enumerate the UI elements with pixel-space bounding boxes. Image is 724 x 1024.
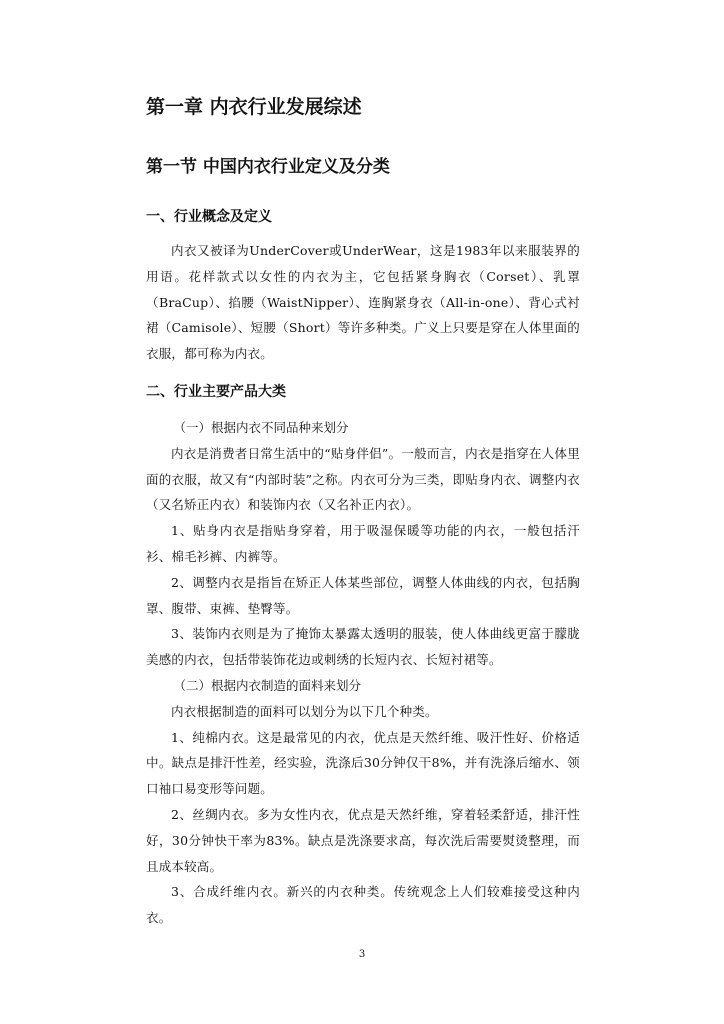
paragraph-synthetic: 3、合成纤维内衣。新兴的内衣种类。传统观念上人们较难接受这种内衣。 [146,884,580,926]
paragraph-fabric-intro: 内衣根据制造的面料可以划分为以下几个种类。 [171,703,438,719]
subsection-title-products: 二、行业主要产品大类 [146,383,286,400]
category-title-by-fabric: （二）根据内衣制造的面料来划分 [173,677,362,693]
paragraph-definition: 内衣又被译为UnderCover或UnderWear，这是1983年以来服装界的用语。花样款式以女性的内衣为主，它包括紧身胸衣（Corset）、乳罩（BraCup）、掐腰（WaistNipper）、连胸紧身衣（All-in-one）、背心式衬裙（Camisole）、短腰（Short）等许多种类。广义上只要是穿在人体里面的衣服，都可称为内衣。 [146,243,580,362]
page-number: 3 [358,949,366,960]
chapter-title: 第一章 内衣行业发展综述 [146,96,362,118]
paragraph-decorative-underwear: 3、装饰内衣则是为了掩饰太暴露太透明的服装，使人体曲线更富于朦胧美感的内衣，包括带装饰花边或刺绣的长短内衣、长短衬裙等。 [146,626,580,668]
section-title: 第一节 中国内衣行业定义及分类 [146,157,390,177]
paragraph-underwear-intro: 内衣是消费者日常生活中的“贴身伴侣”。一般而言，内衣是指穿在人体里面的衣服，故又有“内部时装”之称。内衣可分为三类，即贴身内衣、调整内衣（又名矫正内衣）和装饰内衣（又名补正内衣）。 [146,445,580,513]
category-title-by-type: （一）根据内衣不同品种来划分 [173,419,349,435]
subsection-title-definition: 一、行业概念及定义 [146,209,272,225]
paragraph-fitted-underwear: 1、贴身内衣是指贴身穿着，用于吸湿保暖等功能的内衣，一般包括汗衫、棉毛衫裤、内裤等。 [146,523,580,564]
paragraph-shaping-underwear: 2、调整内衣是指旨在矫正人体某些部位，调整人体曲线的内衣，包括胸罩、腹带、束裤、垫臀等。 [146,574,580,616]
document-body [146,94,580,931]
paragraph-silk: 2、丝绸内衣。多为女性内衣，优点是天然纤维，穿着轻柔舒适，排汗性好，30分钟快干率为83%。缺点是洗涤要求高，每次洗后需要熨烫整理，而且成本较高。 [146,806,580,874]
paragraph-cotton: 1、纯棉内衣。这是最常见的内衣，优点是天然纤维、吸汗性好、价格适中。缺点是排汗性差，经实验，洗涤后30分钟仅干8%，并有洗涤后缩水、领口袖口易变形等问题。 [146,729,580,797]
